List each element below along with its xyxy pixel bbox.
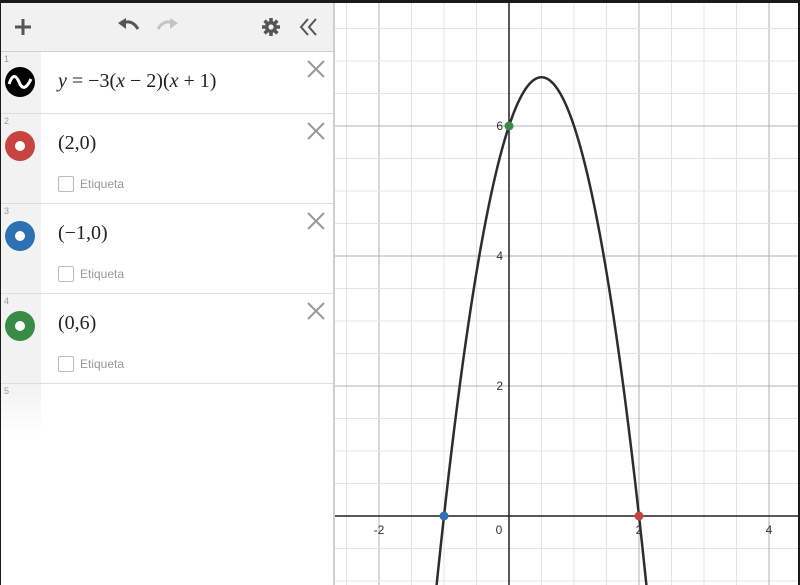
expression-index: 4 (4, 296, 10, 306)
graph-wave-icon[interactable] (4, 66, 36, 98)
close-icon (305, 300, 327, 322)
close-icon (305, 58, 327, 80)
expression-row[interactable] (1, 52, 333, 114)
graph-canvas[interactable] (335, 3, 798, 585)
y-tick-label: 6 (496, 119, 503, 133)
plus-icon (13, 17, 33, 37)
label-checkbox[interactable] (58, 176, 74, 192)
delete-expression-button[interactable] (305, 300, 327, 322)
equation-part: + 1) (178, 70, 217, 92)
plotted-point (635, 512, 644, 521)
delete-expression-button[interactable] (305, 120, 327, 142)
x-tick-label: -2 (373, 523, 385, 537)
variable-y: y (58, 70, 67, 92)
expression-row[interactable] (1, 294, 333, 384)
expression-gutter (1, 52, 41, 113)
label-text: Etiqueta (80, 177, 125, 191)
expression-index: 1 (4, 54, 10, 64)
expression-gutter (1, 294, 41, 383)
expression-index: 5 (4, 386, 10, 396)
expression-toolbar (1, 3, 333, 52)
settings-button[interactable] (255, 11, 287, 43)
point-icon[interactable] (4, 220, 36, 252)
label-checkbox[interactable] (58, 356, 74, 372)
label-toggle (58, 176, 124, 192)
label-toggle (58, 356, 124, 372)
variable-x: x (169, 70, 179, 92)
equation-text[interactable] (58, 70, 216, 93)
double-chevron-left-icon (298, 16, 320, 38)
redo-icon (154, 17, 180, 37)
delete-expression-button[interactable] (305, 210, 327, 232)
y-tick-label: 2 (496, 379, 503, 393)
empty-expression-row[interactable] (1, 384, 333, 436)
expression-panel (1, 3, 335, 585)
plotted-point (440, 512, 449, 521)
add-expression-button[interactable] (7, 11, 39, 43)
point-icon[interactable] (4, 130, 36, 162)
collapse-panel-button[interactable] (293, 11, 325, 43)
gear-icon (261, 17, 281, 37)
label-toggle (58, 266, 124, 282)
label-checkbox[interactable] (58, 266, 74, 282)
plotted-point (505, 122, 514, 131)
x-tick-label: 0 (495, 523, 503, 537)
close-icon (305, 120, 327, 142)
point-icon[interactable] (4, 310, 36, 342)
label-text: Etiqueta (80, 357, 125, 371)
expression-index: 2 (4, 116, 10, 126)
expression-gutter (1, 204, 41, 293)
equation-part: − 2)( (125, 70, 170, 92)
undo-button[interactable] (113, 11, 145, 43)
expression-gutter (1, 114, 41, 203)
label-text: Etiqueta (80, 267, 125, 281)
delete-expression-button[interactable] (305, 58, 327, 80)
variable-x: x (116, 70, 125, 92)
point-coordinates[interactable]: (2,0) (58, 132, 97, 154)
close-icon (305, 210, 327, 232)
equation-part: = −3( (66, 70, 117, 92)
y-tick-label: 4 (496, 249, 503, 263)
redo-button[interactable] (151, 11, 183, 43)
x-tick-label: 2 (635, 523, 643, 537)
expression-index: 3 (4, 206, 10, 216)
expression-row[interactable] (1, 114, 333, 204)
point-coordinates[interactable]: (−1,0) (58, 222, 108, 244)
expression-row[interactable] (1, 204, 333, 294)
point-coordinates[interactable]: (0,6) (58, 312, 97, 334)
undo-icon (116, 17, 142, 37)
expression-gutter (1, 384, 41, 436)
x-tick-label: 4 (765, 523, 773, 537)
